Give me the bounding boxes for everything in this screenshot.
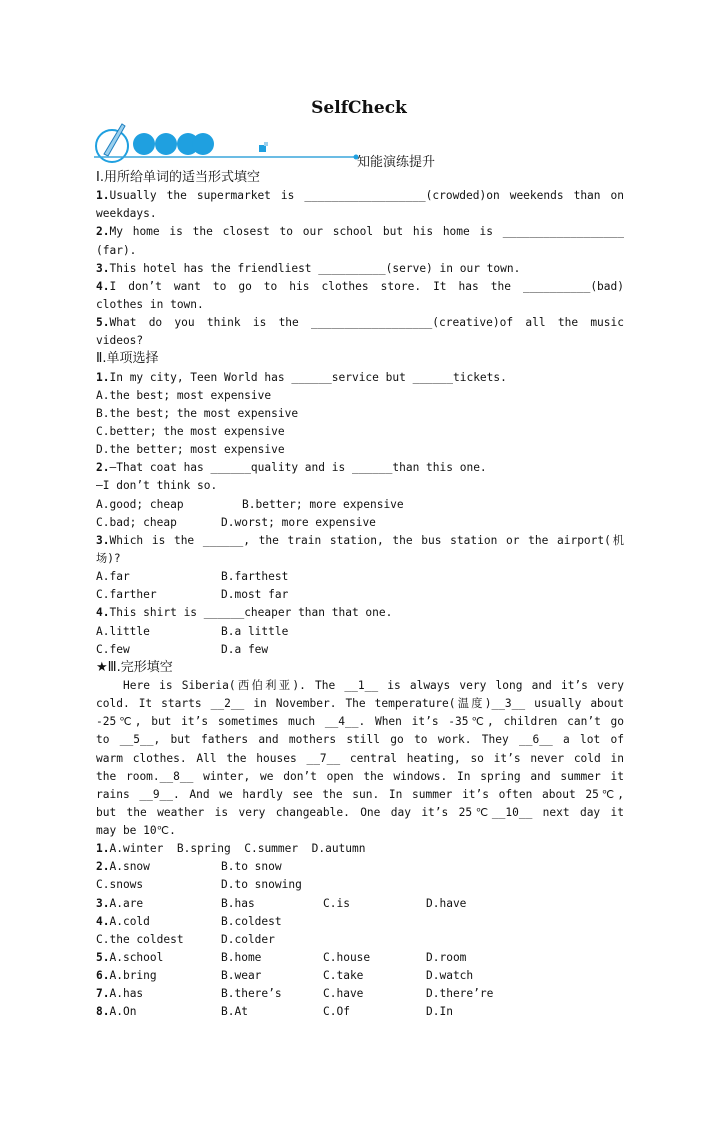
question-line: 4.I don’t want to go to his clothes store. It has the __________(bad) (96, 279, 624, 293)
option-row: 2.A.snow B.to snow (96, 860, 282, 874)
question-line: 场)? (96, 551, 121, 565)
passage-line: but the weather is very changeable. One day it’s 25℃__10__ next day it (96, 805, 624, 819)
option-line: B.the best; the most expensive (96, 406, 299, 420)
question-line: clothes in town. (96, 297, 204, 311)
option-row: C.few D.a few (96, 642, 269, 656)
passage-line: may be 10℃. (96, 824, 176, 838)
section-heading: Ⅰ.用所给单词的适当形式填空 (96, 170, 260, 185)
question-line: (far). (96, 243, 137, 257)
passage-line: rains __9__. And we hardly see the sun. In summer it’s often about 25℃, (96, 787, 624, 801)
question-line: videos? (96, 334, 144, 348)
banner-label: 知能演练提升 (357, 155, 436, 170)
question-line: 2.My home is the closest to our school but his home is __________________ (96, 225, 624, 239)
question-line: 3.This hotel has the friendliest __________(serve) in our town. (96, 261, 521, 275)
option-row: C.farther D.most far (96, 588, 289, 602)
option-row: 3.A.are B.has C.is D.have (96, 896, 467, 910)
passage-line: warm clothes. All the houses __7__ central heating, so it’s never cold in (96, 751, 624, 765)
option-line: D.the better; most expensive (96, 443, 285, 457)
option-row: C.the coldest D.colder (96, 932, 275, 946)
decor-dots-icon (133, 133, 268, 155)
option-row: C.bad; cheap D.worst; more expensive (96, 515, 376, 529)
option-row: 4.A.cold B.coldest (96, 914, 282, 928)
option-row: A.good; cheap B.better; more expensive (96, 497, 404, 511)
option-row: 5.A.school B.home C.house D.room (96, 951, 467, 965)
option-row: 7.A.has B.there’s C.have D.there’re (96, 987, 494, 1001)
section-heading: ★Ⅲ.完形填空 (96, 659, 173, 675)
page-title: SelfCheck (311, 98, 407, 118)
passage-line: Here is Siberia(西伯利亚). The __1__ is always very long and it’s very (123, 678, 624, 692)
passage-line: -25℃, but it’s sometimes much __4__. When it’s -35℃, children can’t go (96, 715, 624, 729)
option-line: A.the best; most expensive (96, 388, 272, 402)
question-line: 5.What do you think is the __________________(creative)of all the music (96, 316, 624, 330)
question-line: 4.This shirt is ______cheaper than that one. (96, 606, 393, 620)
passage-line: to __5__, but fathers and mothers still go to work. They __6__ a lot of (96, 733, 624, 747)
question-line: 3.Which is the ______, the train station, the bus station or the airport(机 (96, 533, 624, 547)
option-row: 6.A.bring B.wear C.take D.watch (96, 969, 474, 983)
question-line: 2.—That coat has ______quality and is ______than this one. (96, 461, 487, 475)
option-row: 1.A.winter B.spring C.summer D.autumn (96, 842, 366, 856)
option-row: 8.A.On B.At C.Of D.In (96, 1005, 453, 1019)
worksheet-content (96, 169, 624, 1022)
question-line: 1.In my city, Teen World has ______service but ______tickets. (96, 370, 507, 384)
passage-line: cold. It starts __2__ in November. The temperature(温度)__3__ usually about (96, 697, 624, 711)
option-row: A.far B.farthest (96, 570, 289, 584)
question-line: —I don’t think so. (96, 479, 218, 493)
passage-line: the room.__8__ winter, we don’t open the windows. In spring and summer it (96, 769, 624, 783)
question-line: weekdays. (96, 207, 157, 221)
question-line: 1.Usually the supermarket is __________________(crowded)on weekends than on (96, 189, 624, 203)
option-row: C.snows D.to snowing (96, 878, 302, 892)
section-heading: Ⅱ.单项选择 (96, 351, 159, 367)
option-row: A.little B.a little (96, 624, 289, 638)
option-line: C.better; the most expensive (96, 424, 285, 438)
